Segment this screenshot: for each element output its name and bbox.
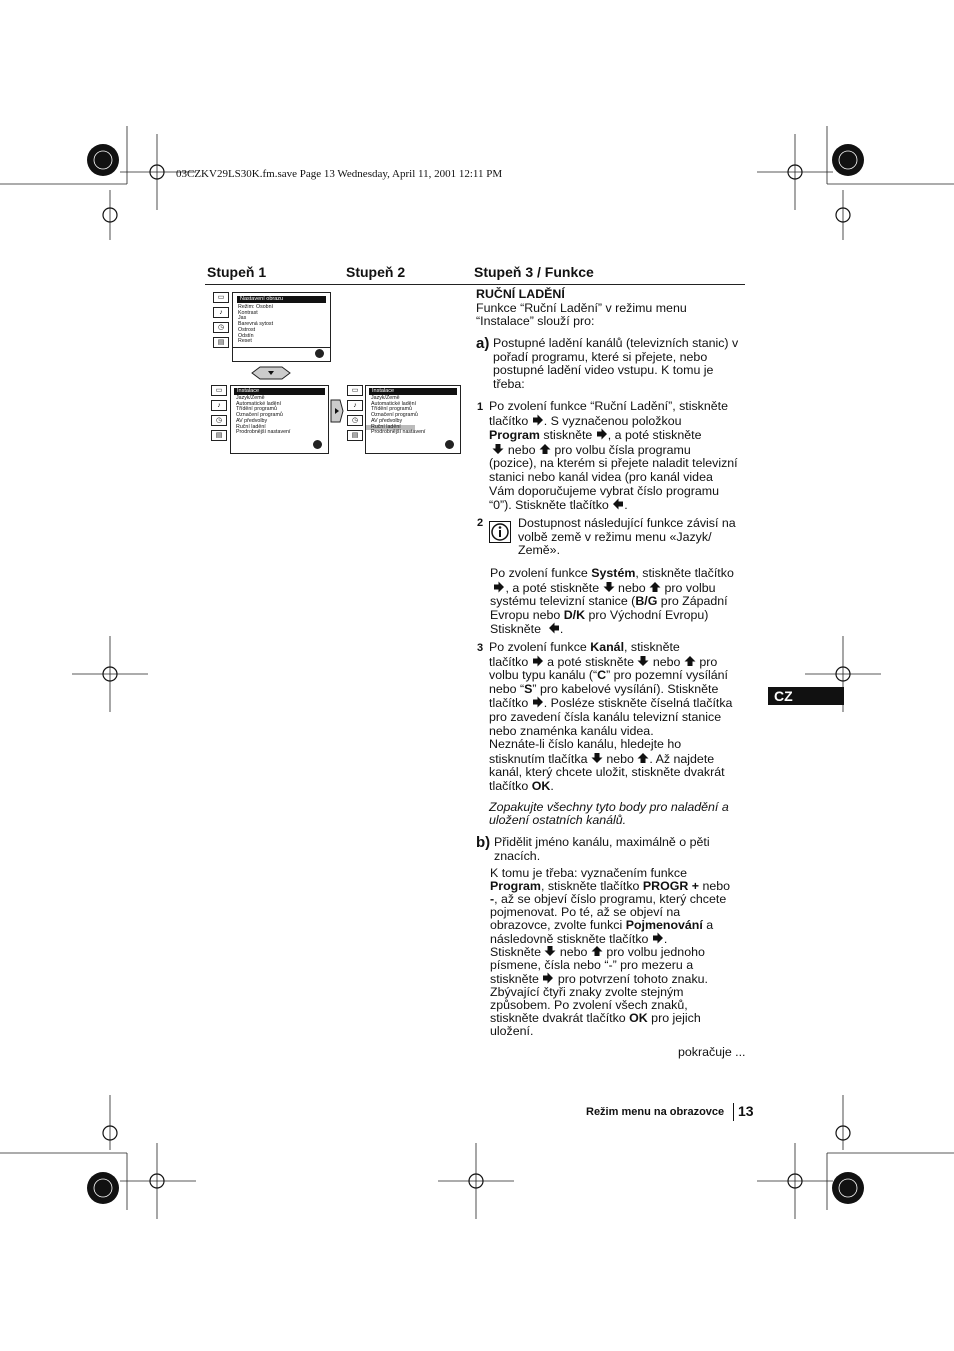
part-a-line: pořadí programu, které si přejete, nebo xyxy=(493,349,708,364)
timer-icon: ◷ xyxy=(211,415,227,426)
step3-word: ” pro kabelové vysílání). Stiskněte xyxy=(532,681,719,696)
step3-word: nebo xyxy=(606,751,634,766)
part-a-line: Postupné ladění kanálů (televizních stanic) v xyxy=(493,336,739,350)
step3-word: a poté stiskněte xyxy=(547,654,634,669)
step2-word: , a poté stiskněte xyxy=(505,580,600,595)
menu1-item[interactable]: Barevná sytost xyxy=(238,321,274,328)
step2-word: B/G xyxy=(635,594,658,609)
step3-text xyxy=(489,641,751,828)
column-title-step1: Stupeň 1 xyxy=(207,264,267,280)
part-b-word: nebo xyxy=(559,945,588,960)
ok-icon xyxy=(313,440,322,449)
step1-word: , a poté stiskněte xyxy=(607,428,702,443)
arrow-right-icon xyxy=(532,655,544,667)
intro-line2: “Instalace” slouží pro: xyxy=(476,314,595,329)
step2-note xyxy=(518,517,750,558)
arrow-up-icon xyxy=(539,443,551,455)
part-b-word: , až se objeví číslo programu, který chcete xyxy=(494,891,727,906)
step1-line: Po zvolení funkce “Ruční Ladění”, stiskněte xyxy=(489,399,728,413)
part-b-letter: b) xyxy=(476,834,491,851)
section-title: RUČNÍ LADĚNÍ xyxy=(476,287,565,301)
navigate-right-icon xyxy=(330,398,344,424)
header-rule xyxy=(205,284,745,285)
step3-word: tlačítko xyxy=(489,778,529,793)
step3-word: . xyxy=(550,778,554,793)
arrow-down-icon xyxy=(544,945,556,957)
step3-word: Kanál xyxy=(590,640,625,654)
step3-word: nebo xyxy=(652,654,681,669)
navigate-down-icon xyxy=(250,366,292,380)
step1-word: stiskněte xyxy=(543,428,593,443)
step3-word: S xyxy=(524,681,533,696)
arrow-right-icon xyxy=(596,428,608,440)
timer-icon: ◷ xyxy=(347,415,363,426)
arrow-right-icon xyxy=(542,972,554,984)
sound-icon: ♪ xyxy=(347,400,363,411)
step3-word: volbu typu kanálu (“ xyxy=(489,668,598,683)
menu3-item[interactable]: Třídění programů xyxy=(371,406,412,413)
step3-line: nebo znaménka kanálu videa. xyxy=(489,723,654,738)
step1-word: . S vyznačenou položkou xyxy=(543,413,682,428)
menu1-items xyxy=(233,305,330,345)
sound-icon: ♪ xyxy=(213,307,229,318)
step3-line: kanál, který chcete uložit, stiskněte dvakrát xyxy=(489,765,725,780)
step2-word: nebo xyxy=(618,580,646,595)
menu2-item[interactable]: Prodrobnější nastavení xyxy=(236,429,291,436)
ok-icon xyxy=(445,440,454,449)
step2-text xyxy=(490,567,750,637)
step3-word: Po zvolení funkce xyxy=(489,640,587,654)
step3-word: stisknutím tlačítka xyxy=(489,751,588,766)
arrow-right-icon xyxy=(652,932,664,944)
sound-icon: ♪ xyxy=(211,400,227,411)
arrow-right-icon xyxy=(532,696,544,708)
info-icon xyxy=(489,521,511,543)
setup-icon: ▤ xyxy=(347,430,363,441)
step2-word: pro Východní Evropu) xyxy=(588,607,709,622)
step2-word: Po zvolení funkce xyxy=(490,566,588,580)
step3-word: tlačítko xyxy=(489,696,529,711)
step3-word: . Posléze stiskněte číselná tlačítka xyxy=(543,696,733,711)
part-b-word: stiskněte dvakrát tlačítko xyxy=(490,1010,626,1025)
step1-word: Program xyxy=(489,428,540,443)
step2-word: systému televizní stanice ( xyxy=(490,594,636,609)
part-b-word: Program xyxy=(490,878,541,893)
step2-note-line: Země». xyxy=(518,543,561,558)
step2-word: , stiskněte tlačítko xyxy=(635,566,734,580)
step2-word: . xyxy=(559,622,564,637)
step2-word: Systém xyxy=(591,566,636,580)
step2-word: pro volbu xyxy=(664,580,716,595)
step2-note-line: Dostupnost následující funkce závisí na xyxy=(518,516,736,530)
part-b-word: pro volbu jednoho xyxy=(606,945,705,960)
page-number: 13 xyxy=(738,1103,754,1119)
step1-word: . xyxy=(624,498,628,513)
step2-note-line: volbě země v režimu menu «Jazyk/ xyxy=(518,529,712,544)
step1-number: 1 xyxy=(477,401,484,413)
part-a-text xyxy=(493,337,753,391)
arrow-down-icon xyxy=(492,443,504,455)
timer-icon: ◷ xyxy=(213,322,229,333)
arrow-up-icon xyxy=(591,945,603,957)
step1-word: pro volbu čísla programu xyxy=(554,442,691,457)
step3-word: ” pro pozemní vysílání xyxy=(606,668,728,683)
ok-icon xyxy=(315,349,324,358)
column-title-step3: Stupeň 3 / Funkce xyxy=(474,264,594,280)
step1-line: (pozice), na kterém si přejete naladit televizní xyxy=(489,456,738,471)
step2-word: Stiskněte xyxy=(490,622,541,637)
step1-text xyxy=(489,400,749,513)
arrow-up-icon xyxy=(649,581,661,593)
step3-line: Neznáte-li číslo kanálu, hledejte ho xyxy=(489,737,682,752)
menu1-item[interactable]: Ostrost xyxy=(238,326,256,333)
step3-number: 3 xyxy=(477,642,484,654)
part-b-line: znacích. xyxy=(494,848,541,863)
file-header: 03CZKV29LS30K.fm.save Page 13 Wednesday, April 11, 2001 12:11 PM xyxy=(176,168,503,180)
picture-icon: ▭ xyxy=(347,385,363,396)
step2-word: D/K xyxy=(563,607,586,622)
menu1-icons xyxy=(213,292,229,352)
menu1-item[interactable]: Kontrast xyxy=(238,309,258,316)
step3-word: . Až najdete xyxy=(649,751,715,766)
step1-line: Vám doporučujeme vybrat číslo programu xyxy=(489,483,720,498)
step3-word: C xyxy=(597,668,607,683)
part-b-word: OK xyxy=(629,1010,648,1025)
footer-section: Režim menu na obrazovce xyxy=(586,1106,725,1118)
step1-line: stanici nebo kanál videa (pro kanál videa xyxy=(489,469,713,484)
menu3-item[interactable]: Automatické ladění xyxy=(371,400,417,407)
part-b-line: písmene, čísla nebo “-” pro mezeru a xyxy=(490,958,694,973)
menu1-item[interactable]: Reset xyxy=(238,338,252,345)
picture-icon: ▭ xyxy=(211,385,227,396)
setup-icon: ▤ xyxy=(211,430,227,441)
arrow-left-icon xyxy=(612,498,624,510)
part-b-line: Přidělit jméno kanálu, maximálně o pěti xyxy=(494,835,710,849)
arrow-left-icon xyxy=(548,622,560,634)
continue-note: pokračuje ... xyxy=(678,1045,746,1059)
menu2-item[interactable]: Automatické ladění xyxy=(236,400,282,407)
part-b-word: pro jejich xyxy=(651,1010,701,1025)
arrow-right-icon xyxy=(493,581,505,593)
menu2-item[interactable]: Třídění programů xyxy=(236,406,277,413)
language-tab: CZ xyxy=(768,687,844,705)
part-b-word: PROGR + xyxy=(642,878,700,893)
arrow-up-icon xyxy=(637,752,649,764)
part-b-word: Pojmenování xyxy=(625,917,703,932)
part-b-word: následovně stiskněte tlačítko xyxy=(490,931,649,946)
menu2 xyxy=(230,385,329,454)
part-b-word: Stiskněte xyxy=(490,945,541,960)
right-column xyxy=(476,288,748,329)
part-b-word: - xyxy=(490,891,495,906)
arrow-down-icon xyxy=(603,581,615,593)
menu2-item[interactable]: Označení programů xyxy=(236,412,283,419)
part-b-word: stiskněte xyxy=(490,972,539,987)
picture-icon: ▭ xyxy=(213,292,229,303)
menu3-item[interactable]: AV předvolby xyxy=(371,417,403,424)
part-b-word: pro potvrzení tohoto znaku. xyxy=(557,972,708,987)
column-title-step2: Stupeň 2 xyxy=(346,264,406,280)
step3-repeat: uložení ostatních kanálů. xyxy=(489,813,627,828)
menu3-item[interactable]: Ruční ladění xyxy=(366,425,415,431)
part-b-line: pojmenovat. Po té, až se objeví na xyxy=(490,904,681,919)
menu2-item[interactable]: Jazyk/Země xyxy=(236,395,265,401)
part-b-word: , stiskněte tlačítko xyxy=(540,878,640,893)
step3-word: tlačítko xyxy=(489,654,529,669)
part-b-word: nebo xyxy=(702,878,731,893)
menu3 xyxy=(365,385,461,454)
menu2-title: Instalace xyxy=(234,388,325,395)
step3-word: nebo “ xyxy=(489,681,525,696)
menu3-icons xyxy=(347,385,363,445)
arrow-right-icon xyxy=(532,414,544,426)
part-b-line: uložení. xyxy=(490,1023,534,1038)
step1-word: “0”). Stiskněte tlačítko xyxy=(489,498,609,513)
menu3-item[interactable]: Prodrobnější nastavení xyxy=(371,429,426,436)
part-b-word: obrazovce, zvolte funkci xyxy=(490,917,623,932)
part-a-letter: a) xyxy=(476,335,490,352)
arrow-down-icon xyxy=(591,752,603,764)
step1-word: tlačítko xyxy=(489,413,529,428)
part-b-line: K tomu je třeba: vyznačením funkce xyxy=(490,866,687,880)
part-b-word: a xyxy=(706,917,714,932)
step2-number: 2 xyxy=(477,517,484,529)
step2-word: pro Západní xyxy=(660,594,728,609)
step3-word: , stiskněte xyxy=(624,640,680,654)
part-a-line: třeba: xyxy=(493,376,525,391)
menu2-icons xyxy=(211,385,227,445)
step1-word: nebo xyxy=(507,442,536,457)
footer-divider xyxy=(733,1103,734,1121)
menu1 xyxy=(232,292,331,362)
step3-word: OK xyxy=(531,778,551,793)
menu1-item[interactable]: Jas xyxy=(238,315,247,322)
menu3-item[interactable]: Označení programů xyxy=(371,412,418,419)
menu2-item[interactable]: Ruční ladění xyxy=(236,423,266,430)
arrow-down-icon xyxy=(637,655,649,667)
menu2-items xyxy=(231,396,328,436)
part-b-text xyxy=(490,867,752,1038)
part-b-intro xyxy=(494,836,750,863)
menu3-item[interactable]: Jazyk/Země xyxy=(371,395,400,401)
part-b-line: způsobem. Po zvolení všech znaků, xyxy=(490,998,688,1013)
intro-line1: Funkce “Ruční Ladění” v režimu menu xyxy=(476,300,687,315)
menu1-item[interactable]: Odstín xyxy=(238,332,254,339)
part-a-line: postupné ladění video vstupu. K tomu je xyxy=(493,363,714,378)
step3-line: pro zavedení čísla kanálu televizní stanice xyxy=(489,709,722,724)
menu3-items xyxy=(366,396,460,436)
menu1-title: Nastavení obrazu xyxy=(237,296,326,303)
part-b-word: . xyxy=(663,931,668,946)
step3-repeat: Zopakujte všechny tyto body pro naladění a xyxy=(489,799,729,814)
step2-word: Evropu nebo xyxy=(490,607,561,622)
arrow-up-icon xyxy=(684,655,696,667)
part-b-line: Zbývající čtyři znaky zvolte stejným xyxy=(490,985,684,1000)
menu1-item[interactable]: Režim: Osobní xyxy=(238,304,274,310)
step3-word: pro xyxy=(699,654,718,669)
menu2-item[interactable]: AV předvolby xyxy=(236,417,268,424)
setup-icon: ▤ xyxy=(213,337,229,348)
menu3-title: Instalace xyxy=(369,388,457,395)
